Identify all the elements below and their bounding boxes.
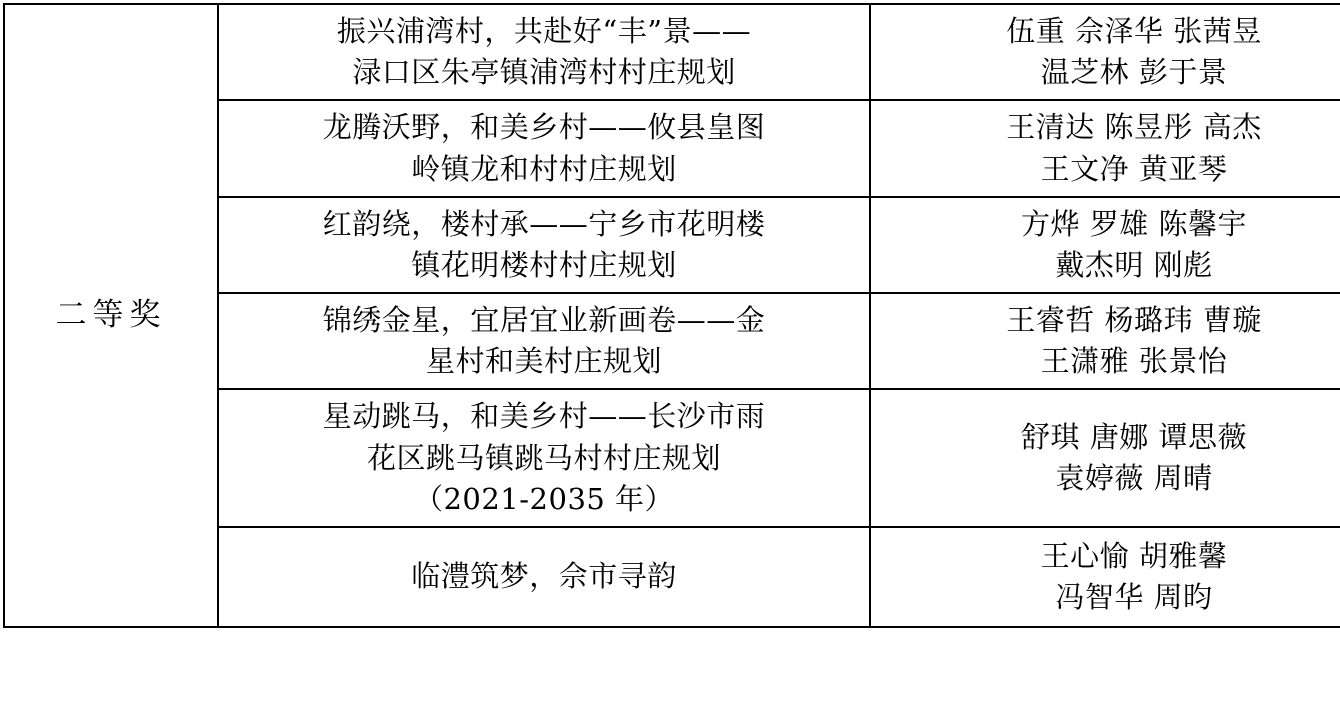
authors-line: 舒琪 唐娜 谭思薇 bbox=[1021, 419, 1247, 454]
authors-line: 冯智华 周昀 bbox=[1055, 579, 1213, 614]
project-title-line: 星村和美村庄规划 bbox=[425, 344, 662, 379]
project-title-line: 红韵绕，楼村承——宁乡市花明楼 bbox=[322, 206, 766, 241]
award-table bbox=[3, 3, 1340, 628]
project-title-line: 锦绣金星，宜居宜业新画卷——金 bbox=[322, 303, 766, 338]
authors-line: 王睿哲 杨璐玮 曹璇 bbox=[1006, 303, 1262, 338]
project-title-line: 镇花明楼村村庄规划 bbox=[411, 247, 677, 282]
project-title-line: 临澧筑梦，佘市寻韵 bbox=[411, 559, 677, 594]
project-title-line: 星动跳马，和美乡村——长沙市雨 bbox=[322, 399, 766, 434]
authors-cell bbox=[870, 527, 1340, 627]
authors-line: 王清达 陈昱彤 高杰 bbox=[1006, 110, 1262, 145]
award-level-cell: 二等奖 bbox=[4, 4, 218, 627]
authors-cell bbox=[870, 100, 1340, 196]
project-title-line: （2021-2035 年） bbox=[413, 481, 675, 516]
project-title-cell bbox=[218, 4, 870, 100]
project-title-cell bbox=[218, 197, 870, 293]
authors-line: 王文净 黄亚琴 bbox=[1040, 151, 1228, 186]
authors-line: 王心愉 胡雅馨 bbox=[1040, 538, 1228, 573]
project-title-line: 渌口区朱亭镇浦湾村村庄规划 bbox=[352, 55, 736, 90]
authors-line: 温芝林 彭于景 bbox=[1040, 55, 1228, 90]
authors-line: 伍重 佘泽华 张茜昱 bbox=[1006, 14, 1262, 48]
authors-line: 袁婷薇 周晴 bbox=[1055, 461, 1213, 496]
table-row bbox=[4, 4, 1340, 100]
award-table-body bbox=[4, 4, 1340, 627]
authors-cell bbox=[870, 4, 1340, 100]
project-title-cell bbox=[218, 389, 870, 527]
project-title-line: 龙腾沃野，和美乡村——攸县皇图 bbox=[322, 110, 766, 145]
authors-line: 王潇雅 张景怡 bbox=[1040, 344, 1228, 379]
project-title-cell bbox=[218, 100, 870, 196]
project-title-line: 振兴浦湾村，共赴好“丰”景—— bbox=[336, 14, 752, 48]
authors-line: 戴杰明 刚彪 bbox=[1055, 247, 1213, 282]
authors-cell bbox=[870, 197, 1340, 293]
authors-cell bbox=[870, 293, 1340, 389]
authors-cell bbox=[870, 389, 1340, 527]
project-title-cell bbox=[218, 293, 870, 389]
project-title-line: 岭镇龙和村村庄规划 bbox=[411, 151, 677, 186]
project-title-line: 花区跳马镇跳马村村庄规划 bbox=[366, 440, 721, 475]
project-title-cell bbox=[218, 527, 870, 627]
authors-line: 方烨 罗雄 陈馨宇 bbox=[1021, 206, 1247, 241]
